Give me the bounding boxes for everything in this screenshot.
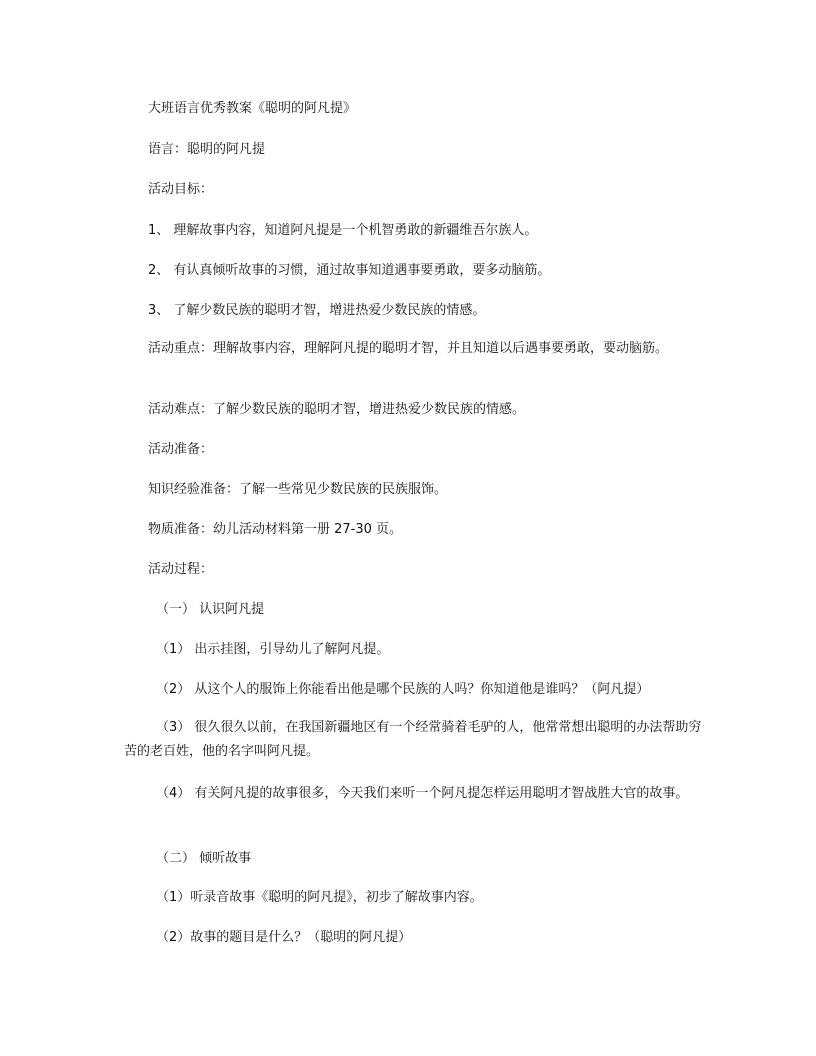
process-heading: 活动过程： xyxy=(148,562,214,577)
document-title: 大班语言优秀教案《聪明的阿凡提》 xyxy=(148,101,357,116)
section2-title: （二） 倾听故事 xyxy=(156,851,252,866)
difficulty-line: 活动难点：了解少数民族的聪明才智，增进热爱少数民族的情感。 xyxy=(148,402,526,417)
goals-heading: 活动目标： xyxy=(148,182,214,197)
section1-item-4: （4） 有关阿凡提的故事很多，今天我们来听一个阿凡提怎样运用聪明才智战胜大官的故事。 xyxy=(156,786,689,801)
subject-line: 语言：聪明的阿凡提 xyxy=(148,142,266,157)
section1-title: （一） 认识阿凡提 xyxy=(156,602,265,617)
goal-item-2: 2、 有认真倾听故事的习惯，通过故事知道遇事要勇敢，要多动脑筋。 xyxy=(148,263,551,278)
goal-item-3: 3、 了解少数民族的聪明才智，增进热爱少数民族的情感。 xyxy=(148,303,486,318)
key-point-paragraph: 活动重点：理解故事内容，理解阿凡提的聪明才智，并且知道以后遇事要勇敢，要动脑筋。 xyxy=(148,341,669,356)
section1-item-1: （1） 出示挂图，引导幼儿了解阿凡提。 xyxy=(156,642,390,657)
section1-item-2: （2） 从这个人的服饰上你能看出他是哪个民族的人吗？你知道他是谁吗？（阿凡提） xyxy=(156,682,650,697)
prep-knowledge-line: 知识经验准备：了解一些常见少数民族的民族服饰。 xyxy=(148,482,448,497)
section1-item-3: （3） 很久很久以前，在我国新疆地区有一个经常骑着毛驴的人，他常常想出聪明的办法帮助穷苦的老百姓，他的名字叫阿凡提。 xyxy=(124,720,702,759)
prep-heading: 活动准备： xyxy=(148,442,214,457)
section2-item-2: （2）故事的题目是什么？（聪明的阿凡提） xyxy=(156,930,412,945)
goal-item-1: 1、 理解故事内容，知道阿凡提是一个机智勇敢的新疆维吾尔族人。 xyxy=(148,223,538,238)
prep-material-line: 物质准备：幼儿活动材料第一册 27-30 页。 xyxy=(148,522,403,537)
section2-item-1: （1）听录音故事《聪明的阿凡提》，初步了解故事内容。 xyxy=(156,890,483,905)
